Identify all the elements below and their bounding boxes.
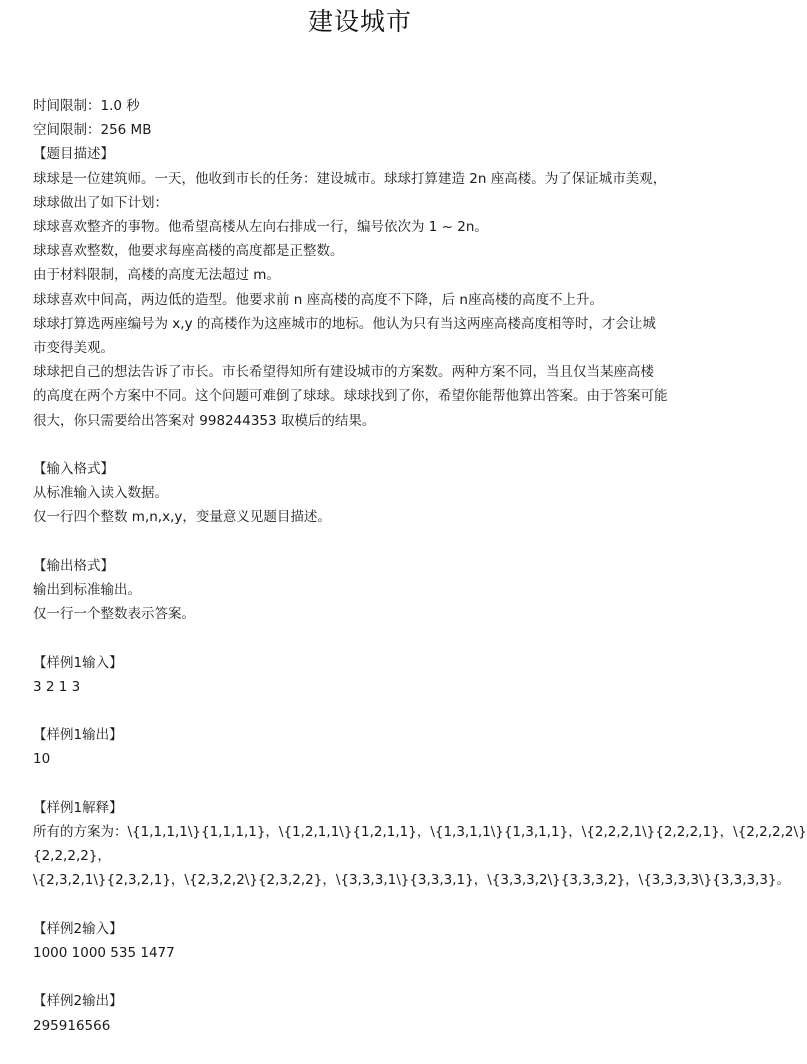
description-line: 市变得美观。 — [33, 340, 114, 357]
description-line: 球球是一位建筑师。一天，他收到市长的任务：建设城市。球球打算建造 2n 座高楼。为了保证城市美观， — [33, 170, 667, 187]
output-format-header: 【输出格式】 — [33, 557, 114, 574]
description-line: 球球做出了如下计划： — [33, 194, 168, 211]
description-header: 【题目描述】 — [33, 146, 114, 163]
page-title: 建设城市 — [307, 7, 412, 36]
input-format-header: 【输入格式】 — [33, 461, 114, 478]
description-line: 球球打算选两座编号为 x,y 的高楼作为这座城市的地标。他认为只有当这两座高楼高度相等时，才会让城 — [33, 315, 656, 332]
description-line: 球球喜欢整齐的事物。他希望高楼从左向右排成一行，编号依次为 1 ~ 2n。 — [33, 219, 488, 236]
sample2-output-value: 295916566 — [33, 1017, 111, 1034]
section-gap — [33, 965, 703, 989]
output-format-line: 输出到标准输出。 — [33, 582, 141, 599]
description-line: 很大，你只需要给出答案对 998244353 取模后的结果。 — [33, 412, 376, 429]
sample1-output-header: 【样例1输出】 — [33, 727, 123, 744]
section-gap — [33, 772, 703, 796]
section-gap — [33, 699, 703, 723]
output-format-line: 仅一行一个整数表示答案。 — [33, 606, 195, 623]
section-gap — [33, 433, 703, 457]
input-format-line: 仅一行四个整数 m,n,x,y，变量意义见题目描述。 — [33, 509, 331, 526]
sample1-explanation-line: {2,2,2,2}， — [33, 848, 111, 865]
input-format-line: 从标准输入读入数据。 — [33, 485, 168, 502]
sample2-output-header: 【样例2输出】 — [33, 993, 123, 1010]
sample1-input-value: 3 2 1 3 — [33, 678, 81, 695]
sample1-explanation-line: \{2,3,2,1\}{2,3,2,1}，\{2,3,2,2\}{2,3,2,2}，\{3,3,3,1\}{3,3,3,1}，\{3,3,3,2\}{3,3,3,2}，\{3,3,3,3\}{3,3,3,3}。 — [33, 872, 791, 889]
description-line: 球球喜欢整数，他要求每座高楼的高度都是正整数。 — [33, 243, 344, 260]
sample2-input-header: 【样例2输入】 — [33, 920, 123, 937]
sample1-input-header: 【样例1输入】 — [33, 654, 123, 671]
description-line: 的高度在两个方案中不同。这个问题可难倒了球球。球球找到了你，希望你能帮他算出答案。由于答案可能 — [33, 388, 668, 405]
time-limit: 时间限制：1.0 秒 — [33, 98, 140, 114]
section-gap — [33, 626, 703, 650]
description-line: 球球把自己的想法告诉了市长。市长希望得知所有建设城市的方案数。两种方案不同，当且仅当某座高楼 — [33, 364, 654, 381]
section-gap — [33, 530, 703, 554]
sample2-input-value: 1000 1000 535 1477 — [33, 945, 175, 962]
problem-content — [33, 94, 807, 1038]
description-line: 由于材料限制，高楼的高度无法超过 m。 — [33, 267, 280, 284]
sample1-explanation-line: 所有的方案为：\{1,1,1,1\}{1,1,1,1}，\{1,2,1,1\}{1,2,1,1}，\{1,3,1,1\}{1,3,1,1}，\{2,2,2,1\}{2,2,2,1}，\{2,2,2,2\} — [33, 824, 807, 841]
section-gap — [33, 893, 703, 917]
sample1-output-value: 10 — [33, 751, 51, 768]
memory-limit: 空间限制：256 MB — [33, 122, 152, 139]
sample1-explanation-header: 【样例1解释】 — [33, 799, 123, 816]
description-line: 球球喜欢中间高，两边低的造型。他要求前 n 座高楼的高度不下降，后 n座高楼的高度不上升。 — [33, 291, 603, 308]
